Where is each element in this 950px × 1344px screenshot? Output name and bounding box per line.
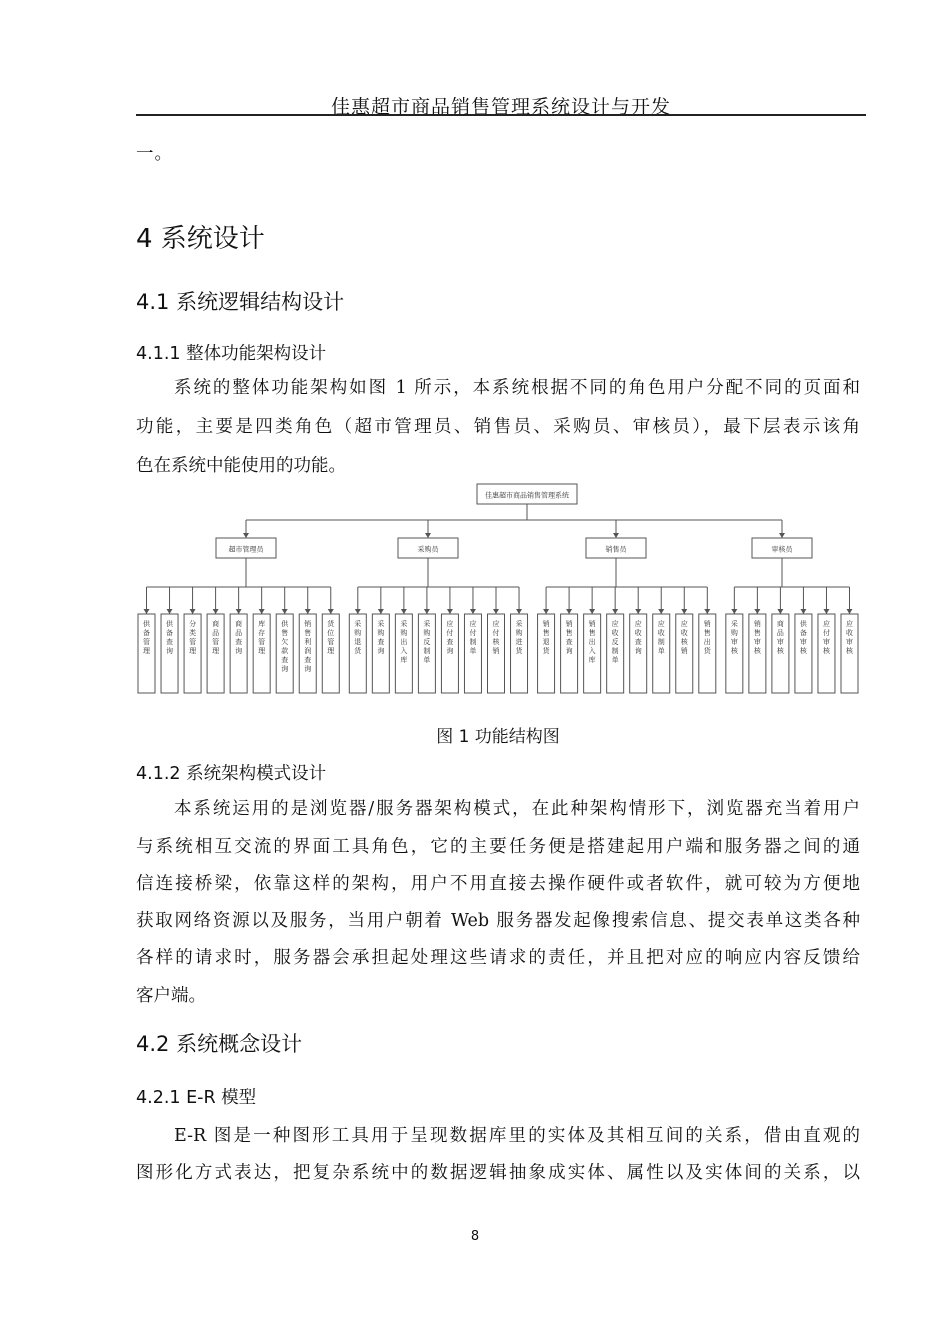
paragraph-line: 图形化方式表达，把复杂系统中的数据逻辑抽象成实体、属性以及实体间的关系，以 bbox=[136, 1163, 860, 1183]
function-node-label: 采购退货 bbox=[354, 620, 362, 655]
function-node-label: 应收核销 bbox=[680, 620, 688, 655]
function-node-label: 商品查询 bbox=[235, 620, 243, 655]
paragraph-line: 获取网络资源以及服务，当用户朝着 Web 服务器发起像搜索信息、提交表单这类各种 bbox=[136, 911, 860, 931]
section-4-heading: 4 系统设计 bbox=[136, 224, 265, 254]
function-node-label: 采购反制单 bbox=[423, 620, 431, 664]
section-4-2-heading: 4.2 系统概念设计 bbox=[136, 1032, 303, 1056]
function-node-label: 应付查询 bbox=[446, 620, 454, 655]
arrow-head bbox=[259, 609, 265, 614]
paragraph-line: 功能，主要是四类角色（超市管理员、销售员、采购员、审核员），最下层表示该角 bbox=[136, 417, 860, 437]
paragraph-line: 信连接桥梁，依靠这样的架构，用户不用直接去操作硬件或者软件，就可较为方便地 bbox=[136, 874, 860, 894]
function-node-label: 采购进货 bbox=[515, 620, 523, 655]
function-node-label: 采购查询 bbox=[377, 620, 385, 655]
function-node-label: 应收审核 bbox=[846, 620, 853, 655]
function-node-label: 商品管理 bbox=[212, 620, 220, 655]
function-node-label: 供备管理 bbox=[143, 620, 150, 655]
arrow-head bbox=[213, 609, 219, 614]
section-4-1-1-heading: 4.1.1 整体功能架构设计 bbox=[136, 344, 327, 364]
function-node-label: 应付审核 bbox=[822, 620, 830, 655]
arrow-head bbox=[566, 609, 572, 614]
paragraph-line: 客户端。 bbox=[136, 986, 206, 1006]
function-node-label: 销售出入库 bbox=[588, 620, 596, 664]
page-number: 8 bbox=[470, 1229, 480, 1244]
root-node-label: 佳惠超市商品销售管理系统 bbox=[485, 491, 569, 500]
figure-caption: 图 1 功能结构图 bbox=[436, 727, 560, 747]
arrow-head bbox=[447, 609, 453, 614]
arrow-head bbox=[378, 609, 384, 614]
arrow-head bbox=[401, 609, 407, 614]
arrow-head bbox=[190, 609, 196, 614]
function-node-label: 应付制单 bbox=[469, 620, 477, 655]
arrow-head bbox=[800, 609, 806, 614]
paragraph-line: 与系统相互交流的界面工具角色，它的主要任务便是搭建起用户端和服务器之间的通 bbox=[136, 837, 860, 857]
arrow-head bbox=[777, 609, 783, 614]
continuation-text: 一。 bbox=[136, 144, 173, 164]
function-node-label: 应收反制单 bbox=[611, 620, 619, 664]
paragraph-line: 各样的请求时，服务器会承担起处理这些请求的责任，并且把对应的响应内容反馈给 bbox=[136, 948, 860, 968]
arrow-head bbox=[282, 609, 288, 614]
function-node-label: 采购出入库 bbox=[400, 620, 408, 664]
arrow-head bbox=[589, 609, 595, 614]
arrow-head bbox=[328, 609, 334, 614]
arrow-head bbox=[847, 609, 853, 614]
paragraph-line: 系统的整体功能架构如图 1 所示，本系统根据不同的角色用户分配不同的页面和 bbox=[174, 378, 860, 398]
section-4-1-2-heading: 4.1.2 系统架构模式设计 bbox=[136, 764, 327, 784]
arrow-head bbox=[236, 609, 242, 614]
paragraph-line: 色在系统中能使用的功能。 bbox=[136, 456, 346, 476]
arrow-head bbox=[425, 533, 431, 538]
function-node-label: 销售利润查询 bbox=[304, 620, 312, 673]
arrow-head bbox=[424, 609, 430, 614]
arrow-head bbox=[613, 533, 619, 538]
arrow-head bbox=[167, 609, 173, 614]
arrow-head bbox=[754, 609, 760, 614]
arrow-head bbox=[493, 609, 499, 614]
function-node-label: 应付核销 bbox=[492, 620, 500, 655]
function-node-label: 货位管理 bbox=[327, 620, 335, 655]
function-node-label: 应收查询 bbox=[634, 620, 642, 655]
arrow-head bbox=[243, 533, 249, 538]
arrow-head bbox=[731, 609, 737, 614]
function-node-label: 分类管理 bbox=[189, 620, 197, 655]
arrow-head bbox=[543, 609, 549, 614]
arrow-head bbox=[704, 609, 710, 614]
running-header: 佳惠超市商品销售管理系统设计与开发 bbox=[330, 96, 671, 118]
arrow-head bbox=[355, 609, 361, 614]
paragraph-line: E-R 图是一种图形工具用于呈现数据库里的实体及其相互间的关系，借由直观的 bbox=[174, 1126, 860, 1146]
section-4-1-heading: 4.1 系统逻辑结构设计 bbox=[136, 290, 345, 314]
function-node-label: 供备查询 bbox=[166, 620, 174, 655]
arrow-head bbox=[658, 609, 664, 614]
function-node-label: 库存管理 bbox=[258, 620, 266, 655]
role-node-label: 采购员 bbox=[417, 545, 439, 554]
role-node-label: 销售员 bbox=[605, 545, 627, 554]
section-4-2-1-heading: 4.2.1 E-R 模型 bbox=[136, 1088, 257, 1108]
function-node-label: 销售退货 bbox=[542, 620, 550, 655]
arrow-head bbox=[635, 609, 641, 614]
arrow-head bbox=[470, 609, 476, 614]
paragraph-line: 本系统运用的是浏览器/服务器架构模式，在此种架构情形下，浏览器充当着用户 bbox=[174, 799, 860, 819]
function-node-label: 应收制单 bbox=[657, 620, 665, 655]
function-node-label: 供备审核 bbox=[799, 620, 807, 655]
arrow-head bbox=[779, 533, 785, 538]
role-node-label: 超市管理员 bbox=[228, 545, 264, 554]
function-node-label: 销售查询 bbox=[565, 620, 573, 655]
function-node-label: 供售欠款查询 bbox=[281, 620, 289, 673]
function-node-label: 销售审核 bbox=[753, 620, 761, 655]
function-node-label: 销售出货 bbox=[703, 620, 711, 655]
arrow-head bbox=[612, 609, 618, 614]
function-node-label: 采购审核 bbox=[730, 620, 738, 655]
role-node-label: 审核员 bbox=[771, 545, 793, 554]
arrow-head bbox=[305, 609, 311, 614]
arrow-head bbox=[681, 609, 687, 614]
arrow-head bbox=[823, 609, 829, 614]
function-node-label: 商品审核 bbox=[776, 620, 784, 655]
arrow-head bbox=[144, 609, 150, 614]
arrow-head bbox=[516, 609, 522, 614]
